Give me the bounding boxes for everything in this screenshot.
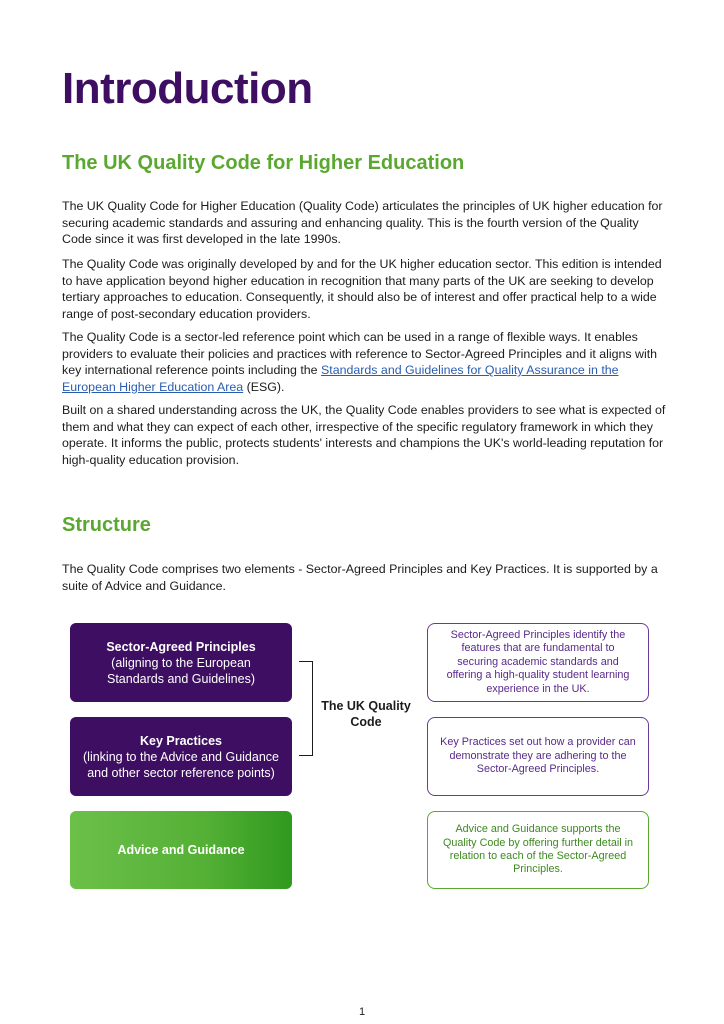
sector-agreed-principles-note-text: Sector-Agreed Principles identify the features that are fundamental to securing academic standards and offering a high-quality student learning experience in the UK. [446, 628, 630, 695]
page-title: Introduction [62, 64, 313, 113]
quality-code-bracket-label: The UK Quality Code [321, 699, 411, 729]
esg-standards-link[interactable]: Standards and Guidelines for Quality Assurance in the European Higher Education Area [62, 363, 619, 394]
advice-and-guidance-box [70, 811, 292, 889]
paragraph-3-text-before-link: The Quality Code is a sector-led reference point which can be used in a range of flexible ways. It enables providers to evaluate their policies and practices with reference to Sector-Agreed Principles and it aligns with key international reference points including the [62, 330, 658, 377]
intro-paragraph-3 [62, 329, 667, 395]
sector-agreed-principles-subtitle: (aligning to the European Standards and Guidelines) [106, 655, 255, 686]
advice-and-guidance-note [427, 811, 649, 889]
section-heading-quality-code: The UK Quality Code for Higher Education [62, 152, 465, 174]
structure-paragraph: The Quality Code comprises two elements - Sector-Agreed Principles and Key Practices. It is supported by a suite of Advice and Guidance. [62, 562, 658, 593]
key-practices-box [70, 717, 292, 796]
page-number: 1 [358, 1006, 366, 1018]
paragraph-3-text-after-link: (ESG). [243, 379, 285, 394]
intro-paragraph-1: The UK Quality Code for Higher Education (Quality Code) articulates the principles of UK higher education for securing academic standards and assuring and enhancing quality. This is the fourth version of the Quality Code since it was first developed in the late 1990s. [62, 199, 663, 246]
key-practices-subtitle: (linking to the Advice and Guidance and other sector reference points) [83, 749, 279, 780]
advice-and-guidance-note-text: Advice and Guidance supports the Quality Code by offering further detail in relation to each of the Sector-Agreed Principles. [442, 823, 634, 876]
intro-paragraph-2: The Quality Code was originally developed by and for the UK higher education sector. This edition is intended to have application beyond higher education in recognition that many parts of the UK are seeking to develop tertiary approaches to education. Consequently, it should also be of interest and offer practical help to a wide range of post-secondary education providers. [62, 257, 662, 321]
sector-agreed-principles-note [427, 623, 649, 702]
key-practices-title: Key Practices [139, 733, 222, 748]
advice-and-guidance-title: Advice and Guidance [117, 843, 245, 857]
intro-paragraph-4: Built on a shared understanding across the UK, the Quality Code enables providers to see what is expected of them and what they can expect of each other, irrespective of the specific regulatory framework in which they operate. It informs the public, protects students' interests and champions the UK's world-leading reputation for high-quality education provision. [62, 403, 666, 467]
sector-agreed-principles-title: Sector-Agreed Principles [106, 639, 256, 654]
key-practices-note [427, 717, 649, 796]
quality-code-bracket [299, 661, 313, 756]
section-heading-structure: Structure [62, 514, 151, 536]
key-practices-note-text: Key Practices set out how a provider can demonstrate they are adhering to the Sector-Agreed Principles. [440, 736, 636, 776]
sector-agreed-principles-box [70, 623, 292, 702]
